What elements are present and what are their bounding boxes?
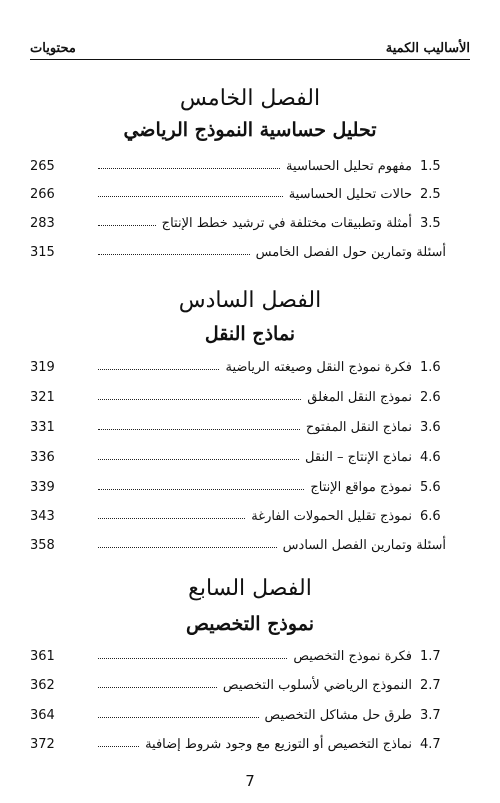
dot-leader (98, 547, 277, 548)
dot-leader (98, 717, 259, 718)
entry-page: 265 (30, 159, 55, 174)
entry-page: 362 (30, 678, 55, 693)
chapter-6-title: الفصل السادس (178, 288, 322, 313)
entry-title: نماذج التخصيص أو التوزيع مع وجود شروط إضافية (145, 737, 412, 752)
header-divider (30, 59, 470, 60)
entry-number: 1.5 (420, 159, 441, 174)
entry-number: 2.6 (420, 390, 441, 405)
chapter-5-subtitle: تحليل حساسية النموذج الرياضي (123, 119, 377, 141)
entry-number: 6.6 (420, 509, 441, 524)
entry-page: 361 (30, 649, 55, 664)
entry-number: 2.7 (420, 678, 441, 693)
toc-entry[interactable] (30, 730, 446, 752)
toc-entry[interactable] (30, 383, 446, 405)
dot-leader (98, 518, 245, 519)
entry-title: نموذج النقل المغلق (307, 390, 412, 405)
toc-entry[interactable] (30, 671, 446, 693)
dot-leader (98, 687, 217, 688)
entry-title: النموذج الرياضي لأسلوب التخصيص (222, 678, 412, 693)
entry-page: 343 (30, 509, 55, 524)
entry-number: 4.6 (420, 450, 441, 465)
entry-number: 1.6 (420, 360, 441, 375)
toc-entry[interactable] (30, 152, 446, 174)
dot-leader (98, 489, 304, 490)
chapter-6-subtitle: نماذج النقل (204, 323, 296, 345)
header-book-title: الأساليب الكمية (385, 41, 470, 56)
entry-title: نماذج الإنتاج – النقل (304, 450, 412, 465)
dot-leader (98, 168, 280, 169)
toc-entry[interactable] (30, 238, 446, 260)
entry-title: فكرة نموذج التخصيص (293, 649, 412, 664)
entry-number: 4.7 (420, 737, 441, 752)
entry-title: حالات تحليل الحساسية (288, 187, 412, 202)
entry-title: أسئلة وتمارين حول الفصل الخامس (255, 245, 446, 260)
chapter-5-title: الفصل الخامس (179, 86, 321, 111)
toc-entry[interactable] (30, 502, 446, 524)
entry-number: 3.6 (420, 420, 441, 435)
toc-entry[interactable] (30, 353, 446, 375)
entry-title: طرق حل مشاكل التخصيص (264, 708, 412, 723)
entry-title: نموذج مواقع الإنتاج (310, 480, 412, 495)
dot-leader (98, 459, 299, 460)
entry-number: 1.7 (420, 649, 441, 664)
entry-page: 319 (30, 360, 55, 375)
running-header (30, 34, 470, 56)
chapter-7-subtitle: نموذج التخصيص (186, 613, 314, 635)
entry-page: 331 (30, 420, 55, 435)
toc-entry[interactable] (30, 180, 446, 202)
entry-title: أسئلة وتمارين الفصل السادس (282, 538, 446, 553)
entry-number: 3.5 (420, 216, 441, 231)
entry-title: فكرة نموذج النقل وصيغته الرياضية (225, 360, 412, 375)
dot-leader (98, 225, 156, 226)
entry-page: 266 (30, 187, 55, 202)
entry-title: أمثلة وتطبيقات مختلفة في ترشيد خطط الإنتاج (161, 216, 412, 231)
page-number: 7 (245, 772, 255, 790)
toc-entry[interactable] (30, 473, 446, 495)
chapter-7-title: الفصل السابع (188, 576, 312, 601)
toc-entry[interactable] (30, 209, 446, 231)
entry-number: 2.5 (420, 187, 441, 202)
entry-number: 5.6 (420, 480, 441, 495)
dot-leader (98, 746, 139, 747)
entry-page: 315 (30, 245, 55, 260)
dot-leader (98, 658, 287, 659)
toc-entry[interactable] (30, 443, 446, 465)
dot-leader (98, 429, 300, 430)
entry-title: مفهوم تحليل الحساسية (286, 159, 412, 174)
entry-title: نماذج النقل المفتوح (305, 420, 412, 435)
entry-title: نموذج تقليل الحمولات الفارغة (251, 509, 412, 524)
entry-page: 339 (30, 480, 55, 495)
entry-number: 3.7 (420, 708, 441, 723)
dot-leader (98, 369, 219, 370)
entry-page: 321 (30, 390, 55, 405)
toc-entry[interactable] (30, 642, 446, 664)
entry-page: 336 (30, 450, 55, 465)
dot-leader (98, 399, 301, 400)
dot-leader (98, 196, 283, 197)
dot-leader (98, 254, 250, 255)
entry-page: 372 (30, 737, 55, 752)
entry-page: 358 (30, 538, 55, 553)
toc-entry[interactable] (30, 413, 446, 435)
entry-page: 283 (30, 216, 55, 231)
toc-entry[interactable] (30, 531, 446, 553)
entry-page: 364 (30, 708, 55, 723)
header-section-label: محتويات (30, 41, 76, 56)
toc-entry[interactable] (30, 701, 446, 723)
